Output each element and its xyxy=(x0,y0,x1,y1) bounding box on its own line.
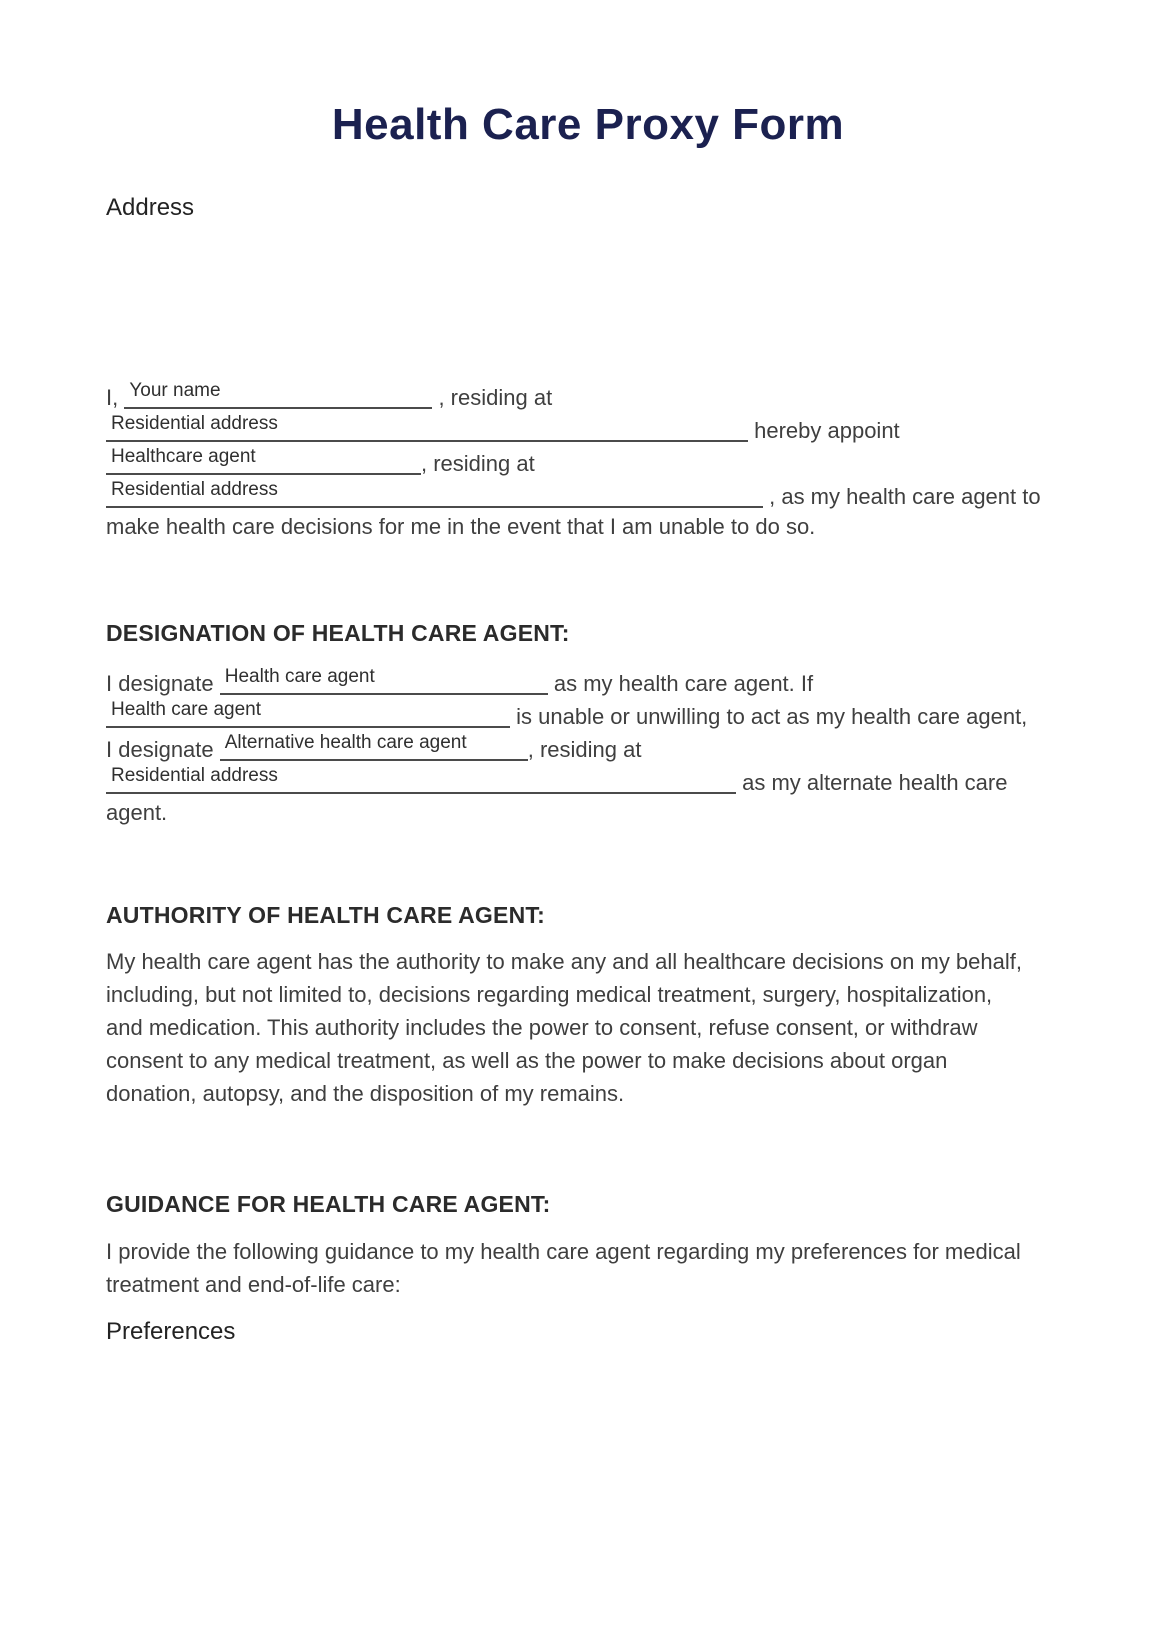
paragraph-line: consent to any medical treatment, as well as the power to make decisions about organ xyxy=(106,1048,948,1073)
row-text: as my health care agent. If xyxy=(547,671,814,696)
designated-agent-field-repeat[interactable] xyxy=(106,695,510,728)
row-text: I designate xyxy=(106,737,220,762)
field-label: Health care agent xyxy=(224,666,375,687)
field-label: Residential address xyxy=(111,765,278,786)
authority-paragraph xyxy=(106,945,1076,1110)
form-row xyxy=(106,761,1070,794)
paragraph-line: including, but not limited to, decisions regarding medical treatment, surgery, hospitalization, xyxy=(106,982,993,1007)
page-title: Health Care Proxy Form xyxy=(331,100,845,149)
preferences-label: Preferences xyxy=(106,1318,236,1345)
form-row xyxy=(106,442,1070,475)
designated-agent-field[interactable] xyxy=(220,662,548,695)
row-text: hereby appoint xyxy=(748,418,900,443)
field-label: Healthcare agent xyxy=(111,446,256,467)
form-row xyxy=(106,695,1070,728)
address-label: Address xyxy=(106,194,195,221)
intro-closing-text: make health care decisions for me in the event that I am unable to do so. xyxy=(106,514,816,539)
field-label: Health care agent xyxy=(111,699,261,720)
designation-section xyxy=(106,662,1070,829)
field-label: Alternative health care agent xyxy=(224,732,467,753)
guidance-paragraph xyxy=(106,1235,1076,1301)
intro-section xyxy=(106,376,1070,543)
guidance-heading: GUIDANCE FOR HEALTH CARE AGENT: xyxy=(106,1191,551,1217)
form-row xyxy=(106,662,1070,695)
form-row xyxy=(106,728,1070,761)
row-text: as my alternate health care xyxy=(736,770,1008,795)
principal-address-field[interactable] xyxy=(106,409,748,442)
field-label: Residential address xyxy=(111,413,278,434)
paragraph-line: and medication. This authority includes the power to consent, refuse consent, or withdraw xyxy=(106,1015,978,1040)
field-label: Residential address xyxy=(111,479,278,500)
form-row xyxy=(106,475,1070,508)
row-text: , residing at xyxy=(432,385,553,410)
preferences-blank-area[interactable] xyxy=(106,1350,1070,1600)
alternate-agent-field[interactable] xyxy=(220,728,528,761)
row-text: , residing at xyxy=(527,737,642,762)
row-text: is unable or unwilling to act as my health care agent, xyxy=(510,704,1028,729)
row-text: I, xyxy=(106,385,125,410)
paragraph-line: My health care agent has the authority to make any and all healthcare decisions on my behalf, xyxy=(106,949,1022,974)
form-row xyxy=(106,376,1070,409)
paragraph-line: I provide the following guidance to my health care agent regarding my preferences for medical xyxy=(106,1239,1021,1264)
paragraph-line: treatment and end-of-life care: xyxy=(106,1272,401,1297)
principal-name-field[interactable] xyxy=(124,376,432,409)
authority-heading: AUTHORITY OF HEALTH CARE AGENT: xyxy=(106,902,545,928)
row-text: , residing at xyxy=(421,451,535,476)
paragraph-line: donation, autopsy, and the disposition of my remains. xyxy=(106,1081,625,1106)
agent-address-field[interactable] xyxy=(106,475,763,508)
designation-heading: DESIGNATION OF HEALTH CARE AGENT: xyxy=(106,620,570,646)
field-label: Your name xyxy=(129,380,221,401)
designation-closing-text: agent. xyxy=(106,800,168,825)
form-row xyxy=(106,409,1070,442)
alternate-address-field[interactable] xyxy=(106,761,736,794)
row-text: I designate xyxy=(106,671,220,696)
row-text: , as my health care agent to xyxy=(763,484,1041,509)
agent-name-field[interactable] xyxy=(106,442,421,475)
